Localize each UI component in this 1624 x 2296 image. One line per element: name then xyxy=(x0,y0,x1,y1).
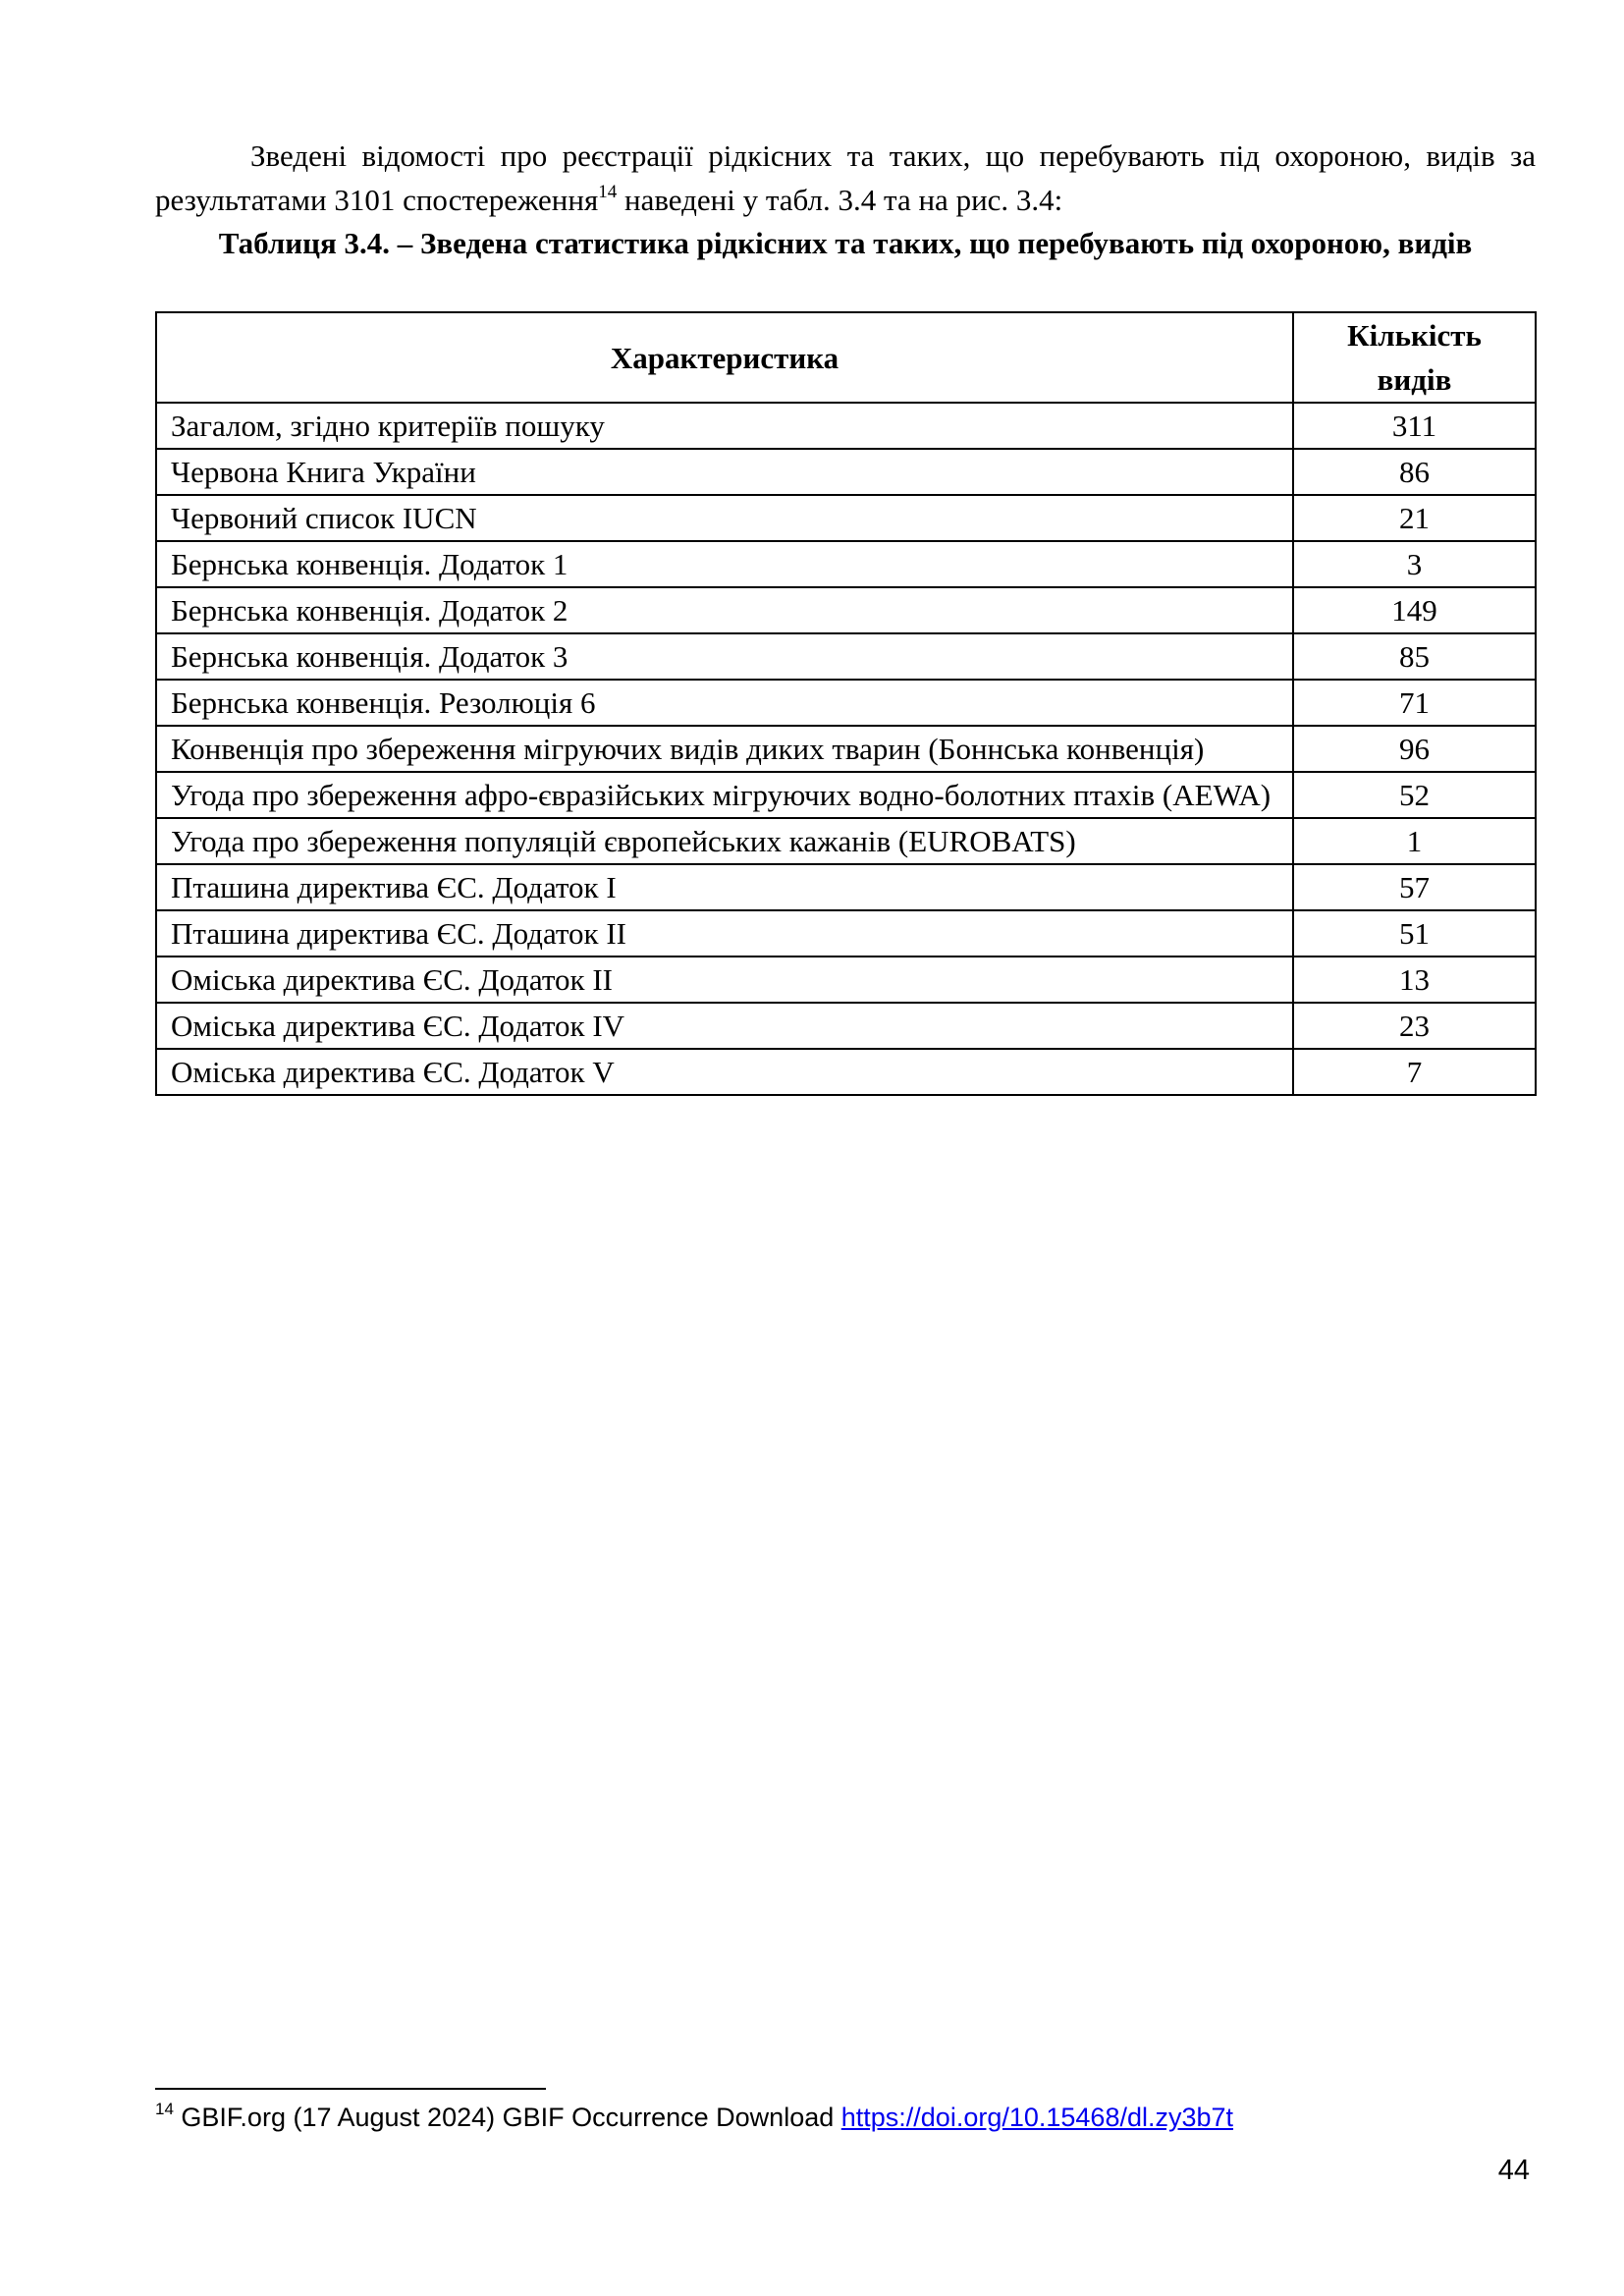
row-species-count: 21 xyxy=(1293,495,1536,541)
species-statistics-table xyxy=(155,311,1537,1096)
intro-text-end: наведені у табл. 3.4 та на рис. 3.4: xyxy=(617,183,1063,217)
footnote-doi-link[interactable]: https://doi.org/10.15468/dl.zy3b7t xyxy=(840,2103,1234,2132)
intro-paragraph xyxy=(155,134,1536,222)
table-row xyxy=(156,541,1536,587)
row-species-count: 51 xyxy=(1293,910,1536,957)
row-species-count: 71 xyxy=(1293,680,1536,726)
table-row xyxy=(156,1049,1536,1095)
table-row xyxy=(156,680,1536,726)
row-species-count: 311 xyxy=(1293,403,1536,449)
row-characteristic: Пташина директива ЄС. Додаток I xyxy=(156,864,1293,910)
row-species-count: 149 xyxy=(1293,587,1536,633)
row-species-count: 23 xyxy=(1293,1003,1536,1049)
table-row xyxy=(156,957,1536,1003)
table-row xyxy=(156,403,1536,449)
table-row xyxy=(156,818,1536,864)
table-row xyxy=(156,772,1536,818)
table-header-row xyxy=(156,312,1536,403)
row-species-count: 85 xyxy=(1293,633,1536,680)
row-characteristic: Оміська директива ЄС. Додаток V xyxy=(156,1049,1293,1095)
table-row xyxy=(156,495,1536,541)
table-row xyxy=(156,633,1536,680)
row-characteristic: Бернська конвенція. Додаток 3 xyxy=(156,633,1293,680)
row-species-count: 1 xyxy=(1293,818,1536,864)
page-number: 44 xyxy=(1497,2155,1530,2186)
row-characteristic: Бернська конвенція. Резолюція 6 xyxy=(156,680,1293,726)
row-characteristic: Оміська директива ЄС. Додаток II xyxy=(156,957,1293,1003)
row-species-count: 52 xyxy=(1293,772,1536,818)
row-species-count: 13 xyxy=(1293,957,1536,1003)
row-characteristic: Угода про збереження афро-євразійських мігруючих водно-болотних птахів (AEWA) xyxy=(156,772,1293,818)
table-row xyxy=(156,449,1536,495)
row-characteristic: Бернська конвенція. Додаток 1 xyxy=(156,541,1293,587)
column-header-species-count: Кількість видів xyxy=(1293,312,1536,403)
table-row xyxy=(156,1003,1536,1049)
row-species-count: 7 xyxy=(1293,1049,1536,1095)
intro-text: Зведені відомості про реєстрації рідкісних та таких, що перебувають під охороною, видів за результатами 3101 спостереження xyxy=(155,138,1536,217)
footnote-number: 14 xyxy=(155,2100,174,2118)
row-characteristic: Конвенція про збереження мігруючих видів диких тварин (Боннська конвенція) xyxy=(156,726,1293,772)
footnote-text: GBIF.org (17 August 2024) GBIF Occurrence Download xyxy=(173,2103,841,2132)
footnote-reference: 14 xyxy=(598,181,618,202)
footnote xyxy=(155,2100,1233,2135)
table-row xyxy=(156,864,1536,910)
row-characteristic: Угода про збереження популяцій європейських кажанів (EUROBATS) xyxy=(156,818,1293,864)
row-characteristic: Оміська директива ЄС. Додаток IV xyxy=(156,1003,1293,1049)
row-species-count: 57 xyxy=(1293,864,1536,910)
table-row xyxy=(156,587,1536,633)
row-characteristic: Бернська конвенція. Додаток 2 xyxy=(156,587,1293,633)
row-characteristic: Загалом, згідно критеріїв пошуку xyxy=(156,403,1293,449)
row-species-count: 3 xyxy=(1293,541,1536,587)
row-characteristic: Червона Книга України xyxy=(156,449,1293,495)
table-caption: Таблиця 3.4. – Зведена статистика рідкісних та таких, що перебувають під охороною, видів xyxy=(218,226,1473,260)
footnote-separator xyxy=(155,2088,546,2090)
row-species-count: 86 xyxy=(1293,449,1536,495)
column-header-characteristic: Характеристика xyxy=(156,312,1293,403)
row-species-count: 96 xyxy=(1293,726,1536,772)
table-row xyxy=(156,910,1536,957)
table-row xyxy=(156,726,1536,772)
row-characteristic: Пташина директива ЄС. Додаток II xyxy=(156,910,1293,957)
row-characteristic: Червоний список IUCN xyxy=(156,495,1293,541)
